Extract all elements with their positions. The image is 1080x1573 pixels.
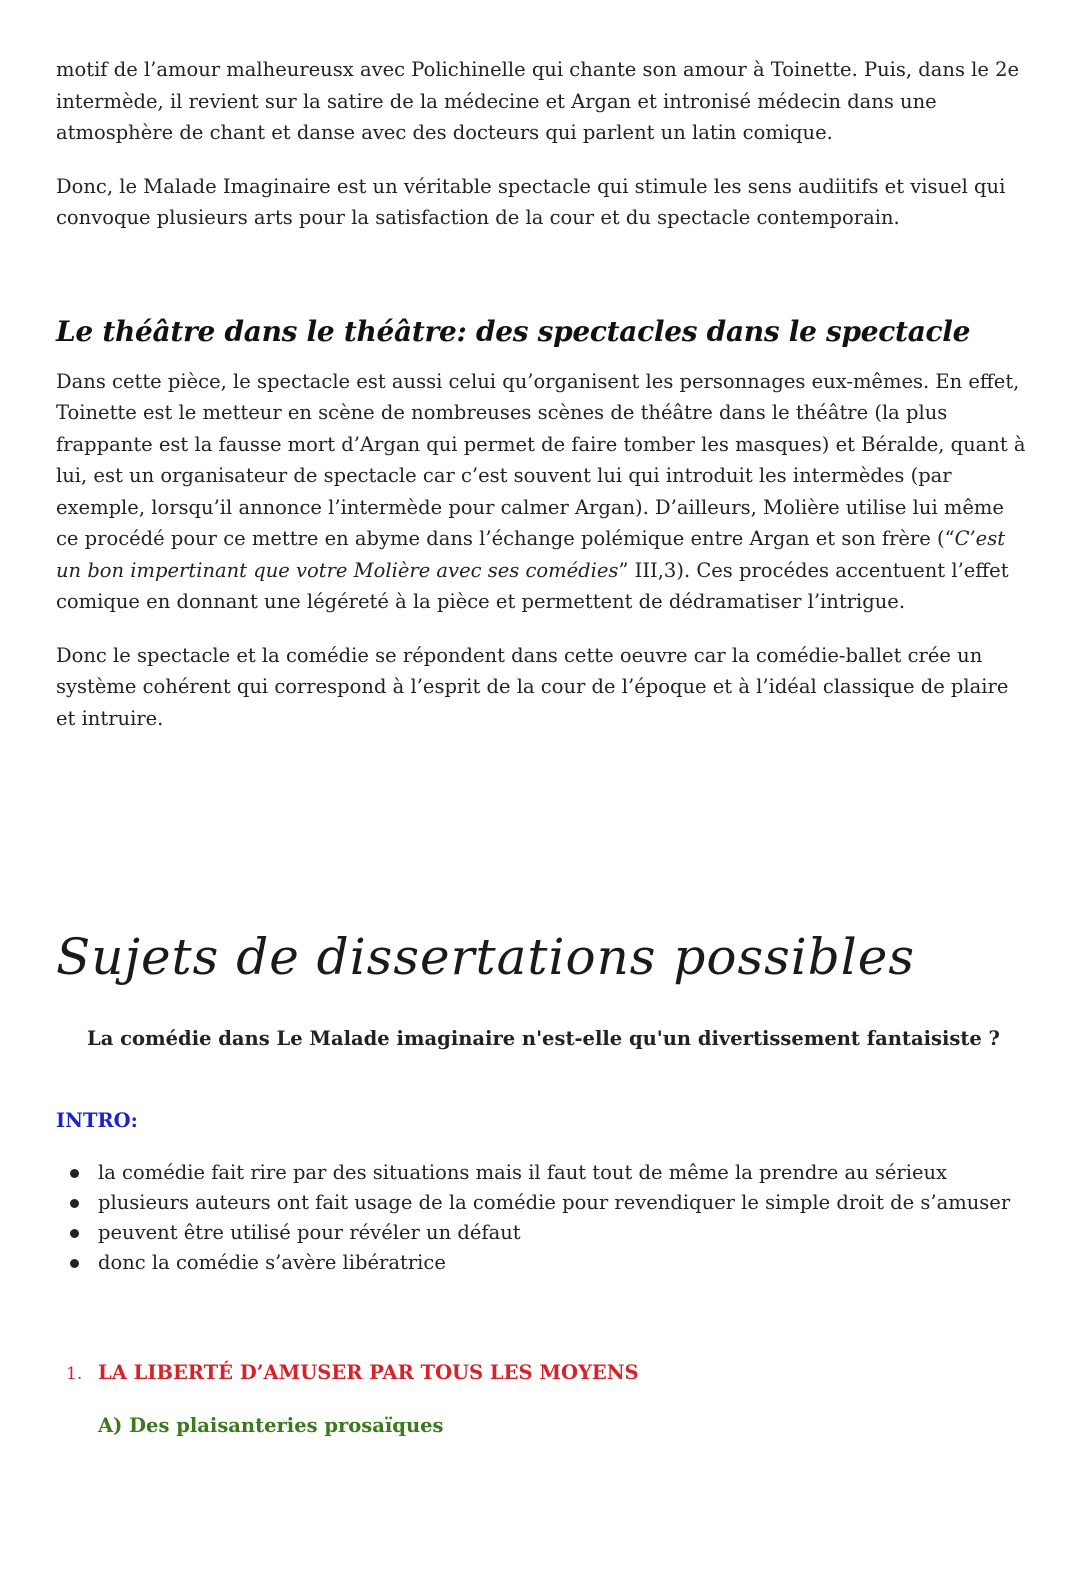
paragraph-intermedes: motif de l’amour malheureusx avec Polichinelle qui chante son amour à Toinette. Puis, dans le 2e intermède, il revient sur la satire de la médecine et Argan et intronisé médecin dans une atmosphère de chant et danse avec des docteurs qui parlent un latin comique. [56,58,1020,144]
list-item: peuvent être utilisé pour révéler un défaut [98,1218,1031,1248]
list-item: donc la comédie s’avère libératrice [98,1248,1031,1278]
part-1-subheading-a: A) Des plaisanteries prosaïques [98,1414,444,1437]
document-page [56,54,1031,1441]
intro-label: INTRO: [56,1109,138,1132]
intro-bullet-list [56,1158,1031,1278]
paragraph-conclusion-comedie-ballet: Donc le spectacle et la comédie se répondent dans cette oeuvre car la comédie-ballet crée un système cohérent qui correspond à l’esprit de la cour de l’époque et à l’idéal classique de plaire et intruire. [56,643,1009,730]
paragraph-text-before-quote: Dans cette pièce, le spectacle est aussi celui qu’organisent les personnages eux-mêmes. En effet, Toinette est le metteur en scène de nombreuses scènes de théâtre dans le théâtre (la plus frappante est la fausse mort d’Argan qui permet de faire tomber les masques) et Béralde, quant à lui, est un organisateur de spectacle car c’est souvent lui qui introduit les intermèdes (par exemple, lorsqu’il annonce l’intermède pour calmer Argan). D’ailleurs, Molière utilise lui même ce procédé pour ce mettre en abyme dans l’échange polémique entre Argan et son frère (“ [56,369,1026,550]
list-item: plusieurs auteurs ont fait usage de la comédie pour revendiquer le simple droit de s’amuser [98,1188,1031,1218]
paragraph-theatre-dans-le-theatre [56,366,1031,618]
dissertation-subject-question: La comédie dans Le Malade imaginaire n'est-elle qu'un divertissement fantaisiste ? [87,1027,1000,1050]
paragraph-text-after-quote: ” III,3). Ces procédes accentuent l’effet comique en donnant une légéreté à la pièce et permettent de dédramatiser l’intrigue. [56,558,1009,613]
list-item: la comédie fait rire par des situations mais il faut tout de même la prendre au sérieux [98,1158,1031,1188]
handwritten-title-sujets: Sujets de dissertations possibles [56,928,916,986]
part-1-title: LA LIBERTÉ D’AMUSER PAR TOUS LES MOYENS [98,1361,639,1384]
paragraph-conclusion-spectacle: Donc, le Malade Imaginaire est un véritable spectacle qui stimule les sens audiitifs et visuel qui convoque plusieurs arts pour la satisfaction de la cour et du spectacle contemporain. [56,174,1006,229]
part-1-number: 1. [66,1364,83,1384]
bullet-icon [70,1199,79,1208]
moliere-quote: C’est un bon impertinant que votre Molière avec ses comédies [56,527,1006,582]
part-1-heading [56,1358,1031,1389]
bullet-icon [70,1169,79,1178]
bullet-icon [70,1259,79,1268]
bullet-icon [70,1229,79,1238]
section-title-theatre-dans-le-theatre: Le théâtre dans le théâtre: des spectacles dans le spectacle [56,314,971,348]
